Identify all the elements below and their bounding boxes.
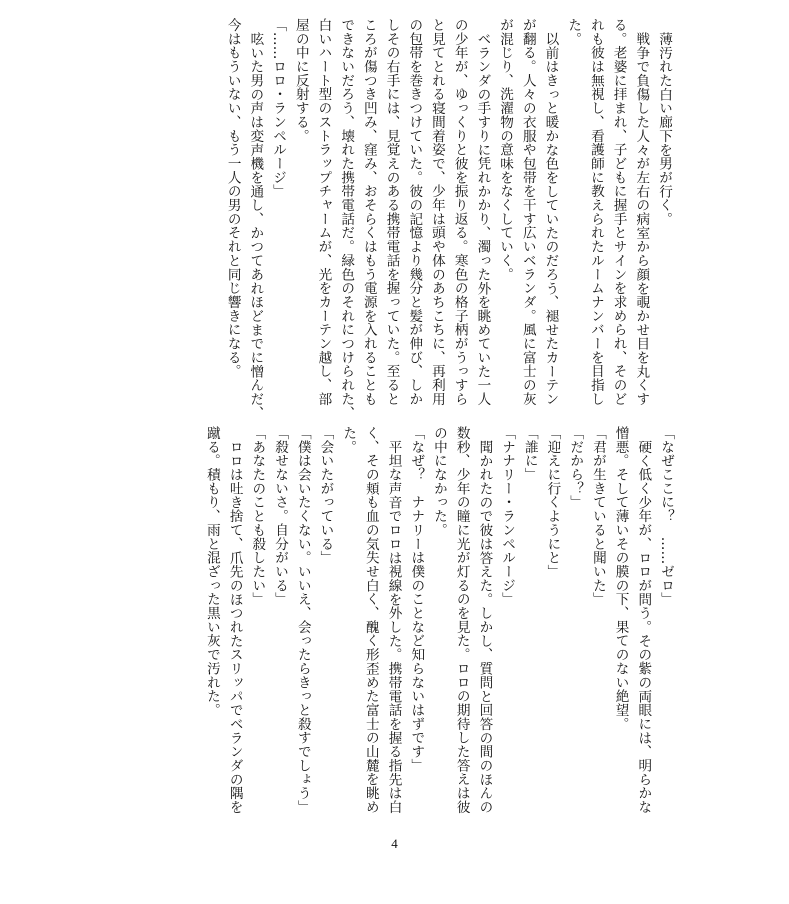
text-line: 聞かれたので彼は答えた。しかし、質問と回答の間のほんの xyxy=(476,439,493,814)
text-line: 数秒、少年の瞳に光が灯るのを見た。ロロの期待した答えは彼 xyxy=(453,426,470,814)
text-line: く、その頬も血の気失せ白く、醜く形歪めた富士の山麓を眺め xyxy=(362,426,379,814)
text-line: れも彼は無視し、看護師に教えられたルームナンバーを目指し xyxy=(587,18,604,406)
text-line: 薄汚れた白い廊下を男が行く。 xyxy=(656,31,672,226)
text-line: 「殺せないさ。自分がいる」 xyxy=(272,426,289,607)
text-line: ロロは吐き捨て、爪先のほつれたスリッパでベランダの隅を xyxy=(226,439,243,814)
upper-text-block xyxy=(115,18,675,420)
text-line: 「だから？」 xyxy=(567,426,584,510)
text-line: しその右手には、見覚えのある携帯電話を握っていた。至ると xyxy=(383,18,400,406)
text-line: と見てとれる寝間着姿で、少年は頭や体のあちこちに、再利用 xyxy=(428,18,445,406)
text-line: 平坦な声音でロロは視線を外した。携帯電話を握る指先は白 xyxy=(385,439,402,814)
text-line: 「誰に」 xyxy=(521,426,538,482)
text-line: 憎悪。そして薄いその膜の下、果てのない絶望。 xyxy=(612,426,629,731)
text-line: 「あなたのことも殺したい」 xyxy=(249,426,266,607)
text-line: 「君が生きていると聞いた」 xyxy=(589,426,606,607)
text-line: の少年が、ゆっくりと彼を振り返る。寒色の格子柄がうっすら xyxy=(451,18,468,406)
text-line: 「ナナリー・ランペルージ」 xyxy=(499,426,516,607)
text-line: が混じり、洗濯物の意味をなくしていく。 xyxy=(497,18,514,282)
text-line: 屋の中に反射する。 xyxy=(292,18,309,143)
text-line: の包帯を巻きつけていた。彼の記憶より幾分と髪が伸び、しか xyxy=(406,18,423,406)
text-line: 蹴る。積もり、雨と混ざった黒い灰で汚れた。 xyxy=(203,426,220,717)
text-line: 「迎えに行くようにと」 xyxy=(544,426,561,579)
text-line: る。老婆に拝まれ、子どもに握手とサインを求められ、そのど xyxy=(610,18,627,406)
text-line: ころが傷つき凹み、窪み、おそらくはもう電源を入れることも xyxy=(360,18,377,406)
text-line: た。 xyxy=(565,18,582,46)
text-line: 「なぜ？ ナナリーは僕のことなど知らないはずです」 xyxy=(408,426,425,773)
text-line: 硬く低く少年が、ロロが問う。その紫の両眼には、明らかな xyxy=(635,439,652,814)
text-line: た。 xyxy=(340,426,357,454)
text-line: 「……ロロ・ランペルージ」 xyxy=(270,18,287,199)
page-number: 4 xyxy=(391,836,398,851)
text-line: ベランダの手すりに凭れかかり、濁った外を眺めていた一人 xyxy=(474,31,491,406)
text-line: 今はもういない、もう一人の男のそれと同じ響きになる。 xyxy=(224,18,241,379)
text-line: 「会いたがっている」 xyxy=(317,426,334,565)
text-line: 白いハート型のストラップチャームが、光をカーテン越し、部 xyxy=(315,18,332,406)
text-line: の中になかった。 xyxy=(430,426,447,537)
text-line: が翻る。人々の衣服や包帯を干す広いベランダ。風に富士の灰 xyxy=(519,18,536,406)
text-line: 以前はきっと暖かな色をしていたのだろう、褪せたカーテン xyxy=(542,31,559,406)
text-line: 戦争で負傷した人々が左右の病室から顔を覗かせ目を丸くす xyxy=(633,31,650,406)
text-line: できないだろう、壊れた携帯電話だ。緑色のそれにつけられた、 xyxy=(338,18,355,420)
text-line: 「僕は会いたくない。いいえ、会ったらきっと殺すでしょう」 xyxy=(294,426,311,814)
text-line: 呟いた男の声は変声機を通し、かつてあれほどまでに憎んだ、 xyxy=(247,31,264,420)
lower-text-block xyxy=(117,426,677,814)
text-line: 「なぜここに？ ……ゼロ」 xyxy=(658,426,674,607)
